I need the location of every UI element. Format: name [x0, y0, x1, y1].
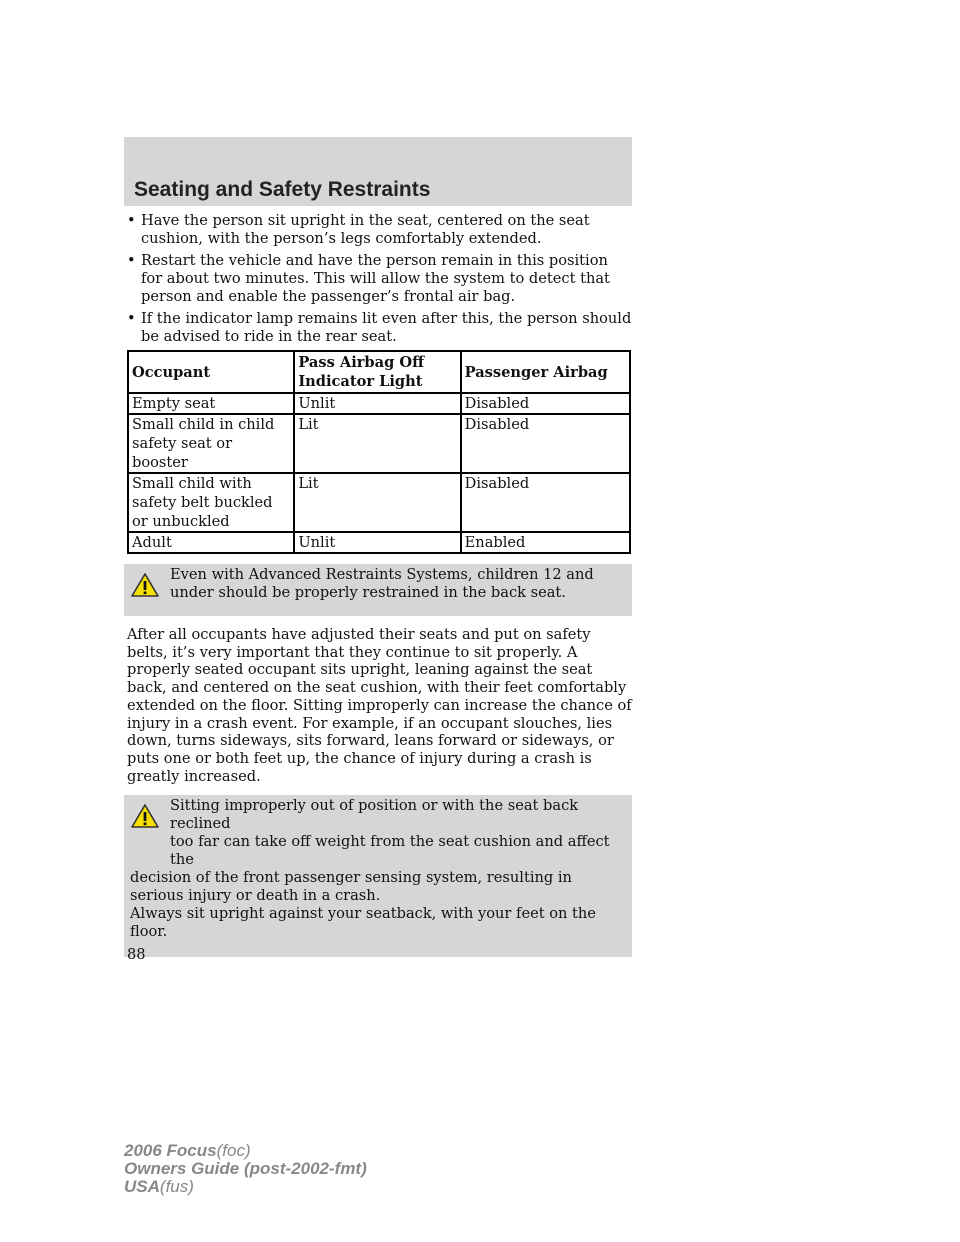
bullet-icon: • — [127, 252, 136, 269]
warning-box-children — [124, 564, 632, 616]
table-cell: Adult — [128, 532, 294, 553]
warning-box-posture — [124, 795, 632, 957]
table-row — [128, 532, 630, 553]
table-cell: Enabled — [461, 532, 630, 553]
table-header-row — [128, 351, 630, 393]
warning-text-line: too far can take off weight from the seat cushion and affect the — [170, 833, 610, 869]
bullet-icon: • — [127, 310, 136, 327]
footer-line-model: 2006 Focus(foc) — [124, 1141, 251, 1160]
table-cell: Small child with safety belt buckled or unbuckled — [128, 473, 294, 532]
bullet-item: • Restart the vehicle and have the person remain in this position for about two minutes. This will allow the system to detect that person and enable the passenger’s frontal air bag. — [127, 252, 610, 305]
col-header-indicator-light: Pass Airbag Off Indicator Light — [294, 351, 460, 393]
body-paragraph: After all occupants have adjusted their seats and put on safety belts, it’s very important that they continue to sit properly. A properly seated occupant sits upright, leaning against the seat back, and centered on the seat cushion, with their feet comfortably extended on the floor. Sitting improperly can increase the chance of injury in a crash event. For example, if an occupant slouches, lies down, turns sideways, sits forward, leans forward or sideways, or puts one or both feet up, the chance of injury during a crash is greatly increased. — [127, 626, 632, 785]
table-cell: Disabled — [461, 393, 630, 414]
bullet-item: • If the indicator lamp remains lit even after this, the person should be advised to ride in the rear seat. — [127, 310, 632, 345]
table-cell: Disabled — [461, 414, 630, 473]
table-cell: Lit — [294, 414, 460, 473]
col-header-occupant: Occupant — [128, 351, 294, 393]
table-cell: Disabled — [461, 473, 630, 532]
bullet-item: • Have the person sit upright in the seat, centered on the seat cushion, with the person’s legs comfortably extended. — [127, 212, 590, 247]
section-header — [124, 137, 632, 206]
table-cell: Small child in child safety seat or booster — [128, 414, 294, 473]
table-row — [128, 473, 630, 532]
warning-triangle-icon — [130, 572, 160, 598]
bullet-list — [127, 212, 632, 346]
footer-line-region: USA(fus) — [124, 1177, 194, 1196]
col-header-passenger-airbag: Passenger Airbag — [461, 351, 630, 393]
table-cell: Empty seat — [128, 393, 294, 414]
page-number: 88 — [127, 946, 146, 963]
warning-text-line: Sitting improperly out of position or with the seat back reclined — [170, 797, 579, 833]
page-content — [127, 212, 632, 957]
warning-text-body: decision of the front passenger sensing system, resulting in serious injury or death in a crash. — [130, 869, 572, 905]
table-cell: Unlit — [294, 532, 460, 553]
warning-triangle-icon — [130, 803, 160, 829]
bullet-icon: • — [127, 212, 136, 229]
airbag-status-table — [127, 350, 631, 554]
table-cell: Unlit — [294, 393, 460, 414]
table-row — [128, 393, 630, 414]
warning-text: Even with Advanced Restraints Systems, children 12 and under should be properly restrained in the back seat. — [170, 566, 594, 601]
footer-line-guide: Owners Guide (post-2002-fmt) — [124, 1159, 367, 1178]
document-footer — [124, 1142, 367, 1196]
table-row — [128, 414, 630, 473]
section-title: Seating and Safety Restraints — [134, 178, 431, 201]
warning-text-line: Always sit upright against your seatback, with your feet on the floor. — [130, 905, 596, 941]
table-cell: Lit — [294, 473, 460, 532]
